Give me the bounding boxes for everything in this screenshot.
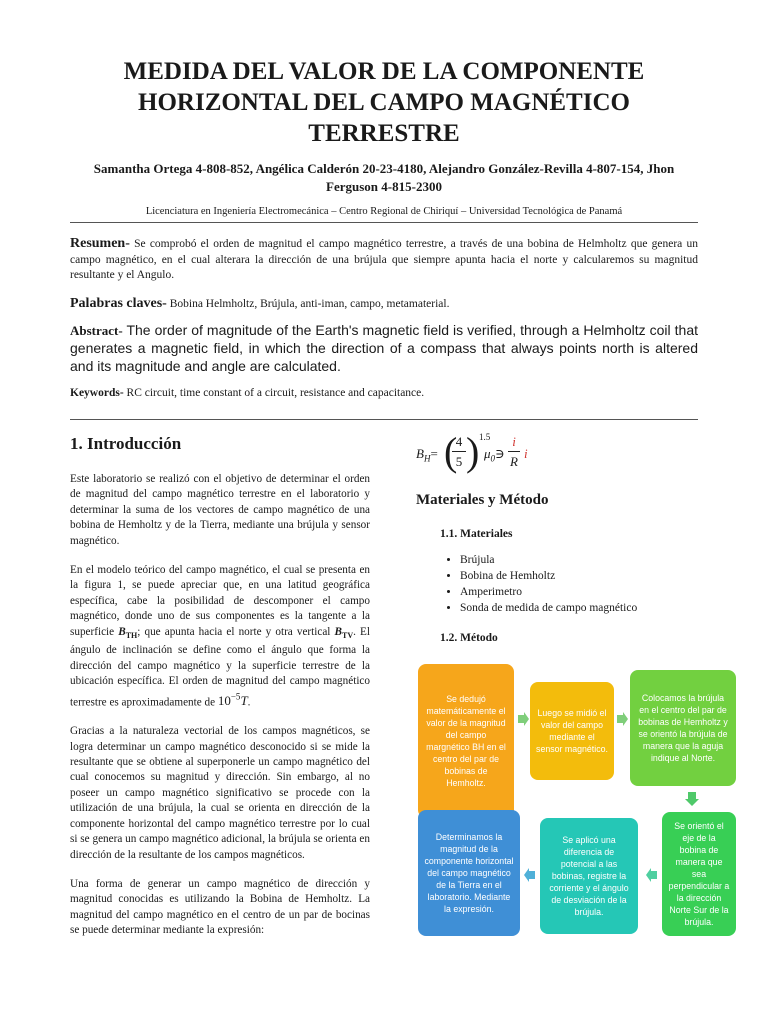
materiales-heading: Materiales y Método (416, 492, 549, 508)
palabras-label: Palabras claves- (70, 296, 167, 311)
list-item: • Sonda de medida de campo magnético (460, 600, 637, 616)
method-step-5: Se aplicó una diferencia de potencial a las bobinas, registre la corriente y el ángulo de desviación de la brújula. (540, 818, 638, 934)
keywords-paragraph (70, 386, 698, 402)
method-step-4: Se orientó el eje de la bobina de manera que sea perpendicular a la dirección Norte Sur de la brújula. (662, 812, 736, 936)
abstract-text: The order of magnitude of the Earth's magnetic field is verified, through a Helmholtz coil that generates a magnetic field, in which the direction of a compass that always points north is altered and its magnitude and angle are calculated. (70, 322, 698, 374)
method-step-2: Luego se midió el valor del campo mediante el sensor magnético. (530, 682, 614, 780)
method-step-3: Colocamos la brújula en el centro del par de bobinas de Hemholtz y se orientó la brújula de manera que la aguja indique al Norte. (630, 670, 736, 786)
right-paren: ) (466, 429, 480, 474)
arrow-down-icon (685, 791, 699, 807)
abstract-label: Abstract- (70, 323, 123, 338)
method-step-1: Se dedujó matemáticamente el valor de la magnitud del campo margnético BH en el centro del par de bobinas de Hemholtz. (418, 664, 514, 818)
section-rule (70, 419, 698, 420)
list-item: • Amperimetro (460, 584, 637, 600)
intro-paragraph-1: Este laboratorio se realizó con el objetivo de determinar el orden de magnitud del campo magnético terrestre en el laboratorio y determinar la suma de los vectores de campo magnético de una bobina de Hemholtz y de la Tierra, mediante una brújula y sensor magnético. (70, 473, 370, 547)
arrow-right-icon (516, 712, 530, 726)
palabras-text: Bobina Helmholtz, Brújula, anti-iman, campo, metamaterial. (166, 298, 450, 310)
materials-list (438, 552, 637, 616)
fraction-bar (452, 451, 466, 452)
abstract-paragraph (70, 322, 698, 376)
top-rule (70, 222, 698, 223)
left-paren: ( (444, 429, 458, 474)
list-item: • Brújula (460, 552, 637, 568)
paper-title: MEDIDA DEL VALOR DE LA COMPONENTE HORIZONTAL DEL CAMPO MAGNÉTICO TERRESTRE (123, 58, 645, 147)
intro-column (70, 434, 370, 953)
metodo-subheading: 1.2. Método (440, 632, 498, 644)
intro-paragraph-2: En el modelo teórico del campo magnético, el cual se presenta en la figura 1, se puede apreciar que, en una latitud geográfica específica, cabe la posibilidad de descomponer el campo magnético, donde uno de sus componentes es la tangente a la superficie $B_{TH}$; que apunta hacia el norte y otra vertical $B_{TV}$. El ángulo de inclinación se define como el ángulo que forma la dirección del campo magnético y la superficie terrestre de la ubicación específica. El orden de magnitud del campo magnético terrestre es aproximadamente de $10^{-5}T$. (70, 564, 370, 708)
affiliation: Licenciatura en Ingeniería Electromecánica – Centro Regional de Chiriquí – Universidad Tecnológica de Panamá (145, 206, 623, 217)
arrow-right-icon (615, 712, 629, 726)
intro-heading: 1. Introducción (70, 434, 182, 453)
list-item: • Bobina de Hemholtz (460, 568, 637, 584)
intro-paragraph-3: Gracias a la naturaleza vectorial de los campos magnéticos, se logra determinar un campo magnético desconocido si se mide la resultante que se obtiene al superponerle un campo magnético del cual conocemos su magnitud y dirección. Sin embargo, al no poseer un campo magnético significativo se procede con la utilización de una brújula, la cual se orienta en dirección de la componente horizontal del campo magnético terrestre por lo cual si se genera un campo magnético adicional, la brújula se orienta en dirección de la resultante de los campos magnéticos. (70, 725, 370, 861)
authors: Samantha Ortega 4-808-852, Angélica Calderón 20-23-4180, Alejandro González-Revilla 4-807-154, Jhon Ferguson 4-815-2300 (93, 161, 675, 194)
palabras-paragraph (70, 296, 698, 313)
method-step-6: Determinamos la magnitud de la componente horizontal del campo magnético de la Tierra en el laboratorio. Mediante la expresión. (418, 810, 520, 936)
keywords-text: RC circuit, time constant of a circuit, resistance and capacitance. (123, 387, 425, 399)
arrow-left-icon (523, 868, 537, 882)
exponent-expression: $10^{-5}T$ (217, 691, 248, 708)
resumen-paragraph (70, 236, 698, 284)
resumen-text: Se comprobó el orden de magnitud el campo magnético terrestre, a través de una bobina de Helmholtz que genera un campo magnético, en el cual alterara la dirección de una brújula que siempre apunta hacia el norte y calcularemos su magnitud resultante y el Angulo. (70, 238, 698, 281)
resumen-label: Resumen- (70, 236, 130, 251)
helmholtz-formula: $B_H=$ ( 4 5 ) 1.5 $\mu_0∋$ i R i (416, 429, 528, 474)
keywords-label: Keywords- (70, 387, 124, 399)
arrow-left-icon (645, 868, 659, 882)
intro-paragraph-4: Una forma de generar un campo magnético de dirección y magnitud conocidas es utilizando la Bobina de Hemholtz. La magnitud del campo magnético en el centro de un par de bocinas se puede determinar mediante la expresión: (70, 877, 370, 937)
fraction-bar-2 (508, 451, 520, 452)
materiales-subheading: 1.1. Materiales (440, 528, 513, 540)
